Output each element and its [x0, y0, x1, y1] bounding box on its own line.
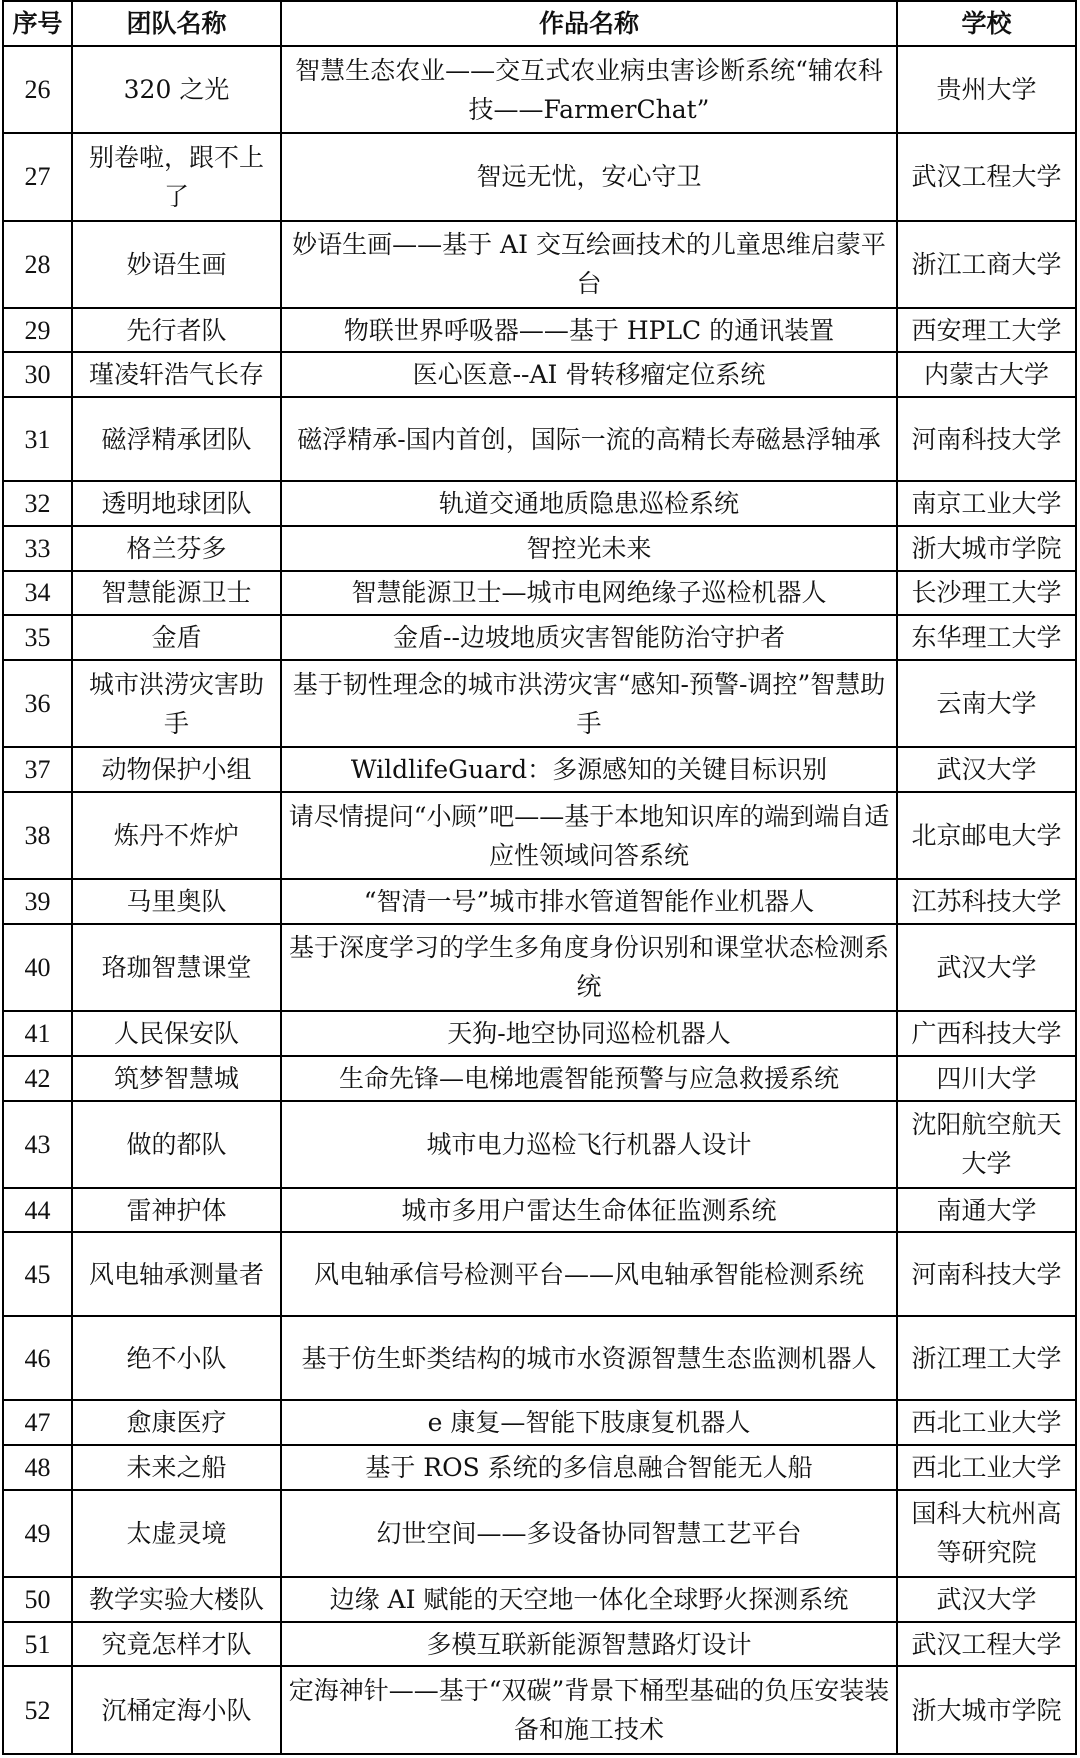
- table-row: [3, 1490, 1076, 1577]
- row-school: 武汉大学: [897, 1577, 1076, 1622]
- table-row: [3, 660, 1076, 747]
- header-team: 团队名称: [72, 1, 281, 46]
- row-school: 西北工业大学: [897, 1445, 1076, 1490]
- row-work-name: 智控光未来: [281, 526, 897, 571]
- table-row: [3, 1101, 1076, 1188]
- row-work-name: “智清一号”城市排水管道智能作业机器人: [281, 879, 897, 924]
- row-no: 41: [3, 1011, 72, 1056]
- row-no: 29: [3, 308, 72, 353]
- table-body: [3, 46, 1076, 1754]
- table-row: [3, 221, 1076, 308]
- row-team-name: 绝不小队: [72, 1316, 281, 1400]
- row-team-name: 沉桶定海小队: [72, 1666, 281, 1754]
- row-work-name: 多模互联新能源智慧路灯设计: [281, 1622, 897, 1667]
- table-header: [3, 1, 1076, 46]
- row-team-name: 筑梦智慧城: [72, 1056, 281, 1101]
- table-row: [3, 792, 1076, 879]
- row-team-name: 珞珈智慧课堂: [72, 924, 281, 1011]
- table-row: [3, 1622, 1076, 1667]
- table-row: [3, 397, 1076, 481]
- row-work-name: 轨道交通地质隐患巡检系统: [281, 481, 897, 526]
- table-row: [3, 1400, 1076, 1445]
- row-no: 39: [3, 879, 72, 924]
- row-team-name: 未来之船: [72, 1445, 281, 1490]
- row-no: 30: [3, 352, 72, 397]
- table-row: [3, 747, 1076, 792]
- row-team-name: 金盾: [72, 615, 281, 660]
- row-work-name: 城市多用户雷达生命体征监测系统: [281, 1188, 897, 1233]
- row-no: 32: [3, 481, 72, 526]
- row-no: 48: [3, 1445, 72, 1490]
- row-work-name: 城市电力巡检飞行机器人设计: [281, 1101, 897, 1188]
- row-work-name: WildlifeGuard：多源感知的关键目标识别: [281, 747, 897, 792]
- award-table: [2, 0, 1077, 1755]
- row-team-name: 教学实验大楼队: [72, 1577, 281, 1622]
- row-team-name: 愈康医疗: [72, 1400, 281, 1445]
- row-team-name: 先行者队: [72, 308, 281, 353]
- table-row: [3, 924, 1076, 1011]
- row-school: 南通大学: [897, 1188, 1076, 1233]
- row-school: 贵州大学: [897, 46, 1076, 133]
- table-row: [3, 526, 1076, 571]
- row-work-name: 基于深度学习的学生多角度身份识别和课堂状态检测系统: [281, 924, 897, 1011]
- row-no: 52: [3, 1666, 72, 1754]
- row-school: 南京工业大学: [897, 481, 1076, 526]
- row-school: 广西科技大学: [897, 1011, 1076, 1056]
- row-school: 浙江工商大学: [897, 221, 1076, 308]
- row-school: 河南科技大学: [897, 1232, 1076, 1316]
- row-school: 西安理工大学: [897, 308, 1076, 353]
- row-no: 42: [3, 1056, 72, 1101]
- row-work-name: 磁浮精承-国内首创，国际一流的高精长寿磁悬浮轴承: [281, 397, 897, 481]
- row-no: 36: [3, 660, 72, 747]
- header-school: 学校: [897, 1, 1076, 46]
- row-team-name: 智慧能源卫士: [72, 571, 281, 616]
- row-team-name: 做的都队: [72, 1101, 281, 1188]
- row-no: 47: [3, 1400, 72, 1445]
- row-no: 46: [3, 1316, 72, 1400]
- row-team-name: 瑾凌轩浩气长存: [72, 352, 281, 397]
- row-no: 33: [3, 526, 72, 571]
- row-team-name: 马里奥队: [72, 879, 281, 924]
- row-school: 东华理工大学: [897, 615, 1076, 660]
- row-work-name: 基于仿生虾类结构的城市水资源智慧生态监测机器人: [281, 1316, 897, 1400]
- header-row: [3, 1, 1076, 46]
- header-no: 序号: [3, 1, 72, 46]
- row-team-name: 风电轴承测量者: [72, 1232, 281, 1316]
- row-work-name: 智慧能源卫士—城市电网绝缘子巡检机器人: [281, 571, 897, 616]
- row-work-name: 金盾--边坡地质灾害智能防治守护者: [281, 615, 897, 660]
- row-team-name: 人民保安队: [72, 1011, 281, 1056]
- header-work: 作品名称: [281, 1, 897, 46]
- table-row: [3, 352, 1076, 397]
- row-team-name: 透明地球团队: [72, 481, 281, 526]
- table-row: [3, 481, 1076, 526]
- row-team-name: 妙语生画: [72, 221, 281, 308]
- row-work-name: 智慧生态农业——交互式农业病虫害诊断系统“辅农科技——FarmerChat”: [281, 46, 897, 133]
- row-work-name: 医心医意--AI 骨转移瘤定位系统: [281, 352, 897, 397]
- row-team-name: 城市洪涝灾害助手: [72, 660, 281, 747]
- row-team-name: 炼丹不炸炉: [72, 792, 281, 879]
- row-work-name: 生命先锋—电梯地震智能预警与应急救援系统: [281, 1056, 897, 1101]
- row-school: 北京邮电大学: [897, 792, 1076, 879]
- table-row: [3, 1232, 1076, 1316]
- row-school: 河南科技大学: [897, 397, 1076, 481]
- row-work-name: 基于 ROS 系统的多信息融合智能无人船: [281, 1445, 897, 1490]
- row-no: 49: [3, 1490, 72, 1577]
- row-work-name: 幻世空间——多设备协同智慧工艺平台: [281, 1490, 897, 1577]
- row-work-name: 天狗-地空协同巡检机器人: [281, 1011, 897, 1056]
- table-row: [3, 1666, 1076, 1754]
- table-row: [3, 1577, 1076, 1622]
- table-row: [3, 308, 1076, 353]
- row-work-name: 定海神针——基于“双碳”背景下桶型基础的负压安装装备和施工技术: [281, 1666, 897, 1754]
- row-no: 44: [3, 1188, 72, 1233]
- row-work-name: 智远无忧，安心守卫: [281, 133, 897, 220]
- table-row: [3, 1188, 1076, 1233]
- row-no: 45: [3, 1232, 72, 1316]
- row-school: 浙大城市学院: [897, 526, 1076, 571]
- row-team-name: 雷神护体: [72, 1188, 281, 1233]
- row-no: 28: [3, 221, 72, 308]
- row-work-name: 基于韧性理念的城市洪涝灾害“感知-预警-调控”智慧助手: [281, 660, 897, 747]
- row-no: 50: [3, 1577, 72, 1622]
- table-row: [3, 1316, 1076, 1400]
- row-no: 27: [3, 133, 72, 220]
- row-no: 26: [3, 46, 72, 133]
- row-team-name: 究竟怎样才队: [72, 1622, 281, 1667]
- row-no: 35: [3, 615, 72, 660]
- row-school: 内蒙古大学: [897, 352, 1076, 397]
- row-team-name: 太虚灵境: [72, 1490, 281, 1577]
- row-school: 武汉大学: [897, 924, 1076, 1011]
- row-school: 浙江理工大学: [897, 1316, 1076, 1400]
- row-school: 江苏科技大学: [897, 879, 1076, 924]
- row-school: 武汉大学: [897, 747, 1076, 792]
- table-row: [3, 571, 1076, 616]
- row-no: 43: [3, 1101, 72, 1188]
- row-school: 云南大学: [897, 660, 1076, 747]
- row-school: 四川大学: [897, 1056, 1076, 1101]
- row-team-name: 320 之光: [72, 46, 281, 133]
- row-school: 武汉工程大学: [897, 133, 1076, 220]
- row-no: 37: [3, 747, 72, 792]
- row-no: 51: [3, 1622, 72, 1667]
- row-team-name: 动物保护小组: [72, 747, 281, 792]
- row-school: 长沙理工大学: [897, 571, 1076, 616]
- row-no: 38: [3, 792, 72, 879]
- table-row: [3, 46, 1076, 133]
- row-no: 34: [3, 571, 72, 616]
- row-team-name: 格兰芬多: [72, 526, 281, 571]
- row-school: 西北工业大学: [897, 1400, 1076, 1445]
- table-row: [3, 1056, 1076, 1101]
- row-school: 武汉工程大学: [897, 1622, 1076, 1667]
- row-team-name: 别卷啦，跟不上了: [72, 133, 281, 220]
- row-work-name: 请尽情提问“小顾”吧——基于本地知识库的端到端自适应性领域问答系统: [281, 792, 897, 879]
- row-school: 沈阳航空航天大学: [897, 1101, 1076, 1188]
- row-work-name: 风电轴承信号检测平台——风电轴承智能检测系统: [281, 1232, 897, 1316]
- row-work-name: 妙语生画——基于 AI 交互绘画技术的儿童思维启蒙平台: [281, 221, 897, 308]
- row-school: 浙大城市学院: [897, 1666, 1076, 1754]
- row-school: 国科大杭州高等研究院: [897, 1490, 1076, 1577]
- row-work-name: 边缘 AI 赋能的天空地一体化全球野火探测系统: [281, 1577, 897, 1622]
- table-row: [3, 1011, 1076, 1056]
- row-team-name: 磁浮精承团队: [72, 397, 281, 481]
- row-work-name: e 康复—智能下肢康复机器人: [281, 1400, 897, 1445]
- row-work-name: 物联世界呼吸器——基于 HPLC 的通讯装置: [281, 308, 897, 353]
- table-row: [3, 133, 1076, 220]
- table-row: [3, 879, 1076, 924]
- row-no: 31: [3, 397, 72, 481]
- row-no: 40: [3, 924, 72, 1011]
- table-row: [3, 615, 1076, 660]
- table-row: [3, 1445, 1076, 1490]
